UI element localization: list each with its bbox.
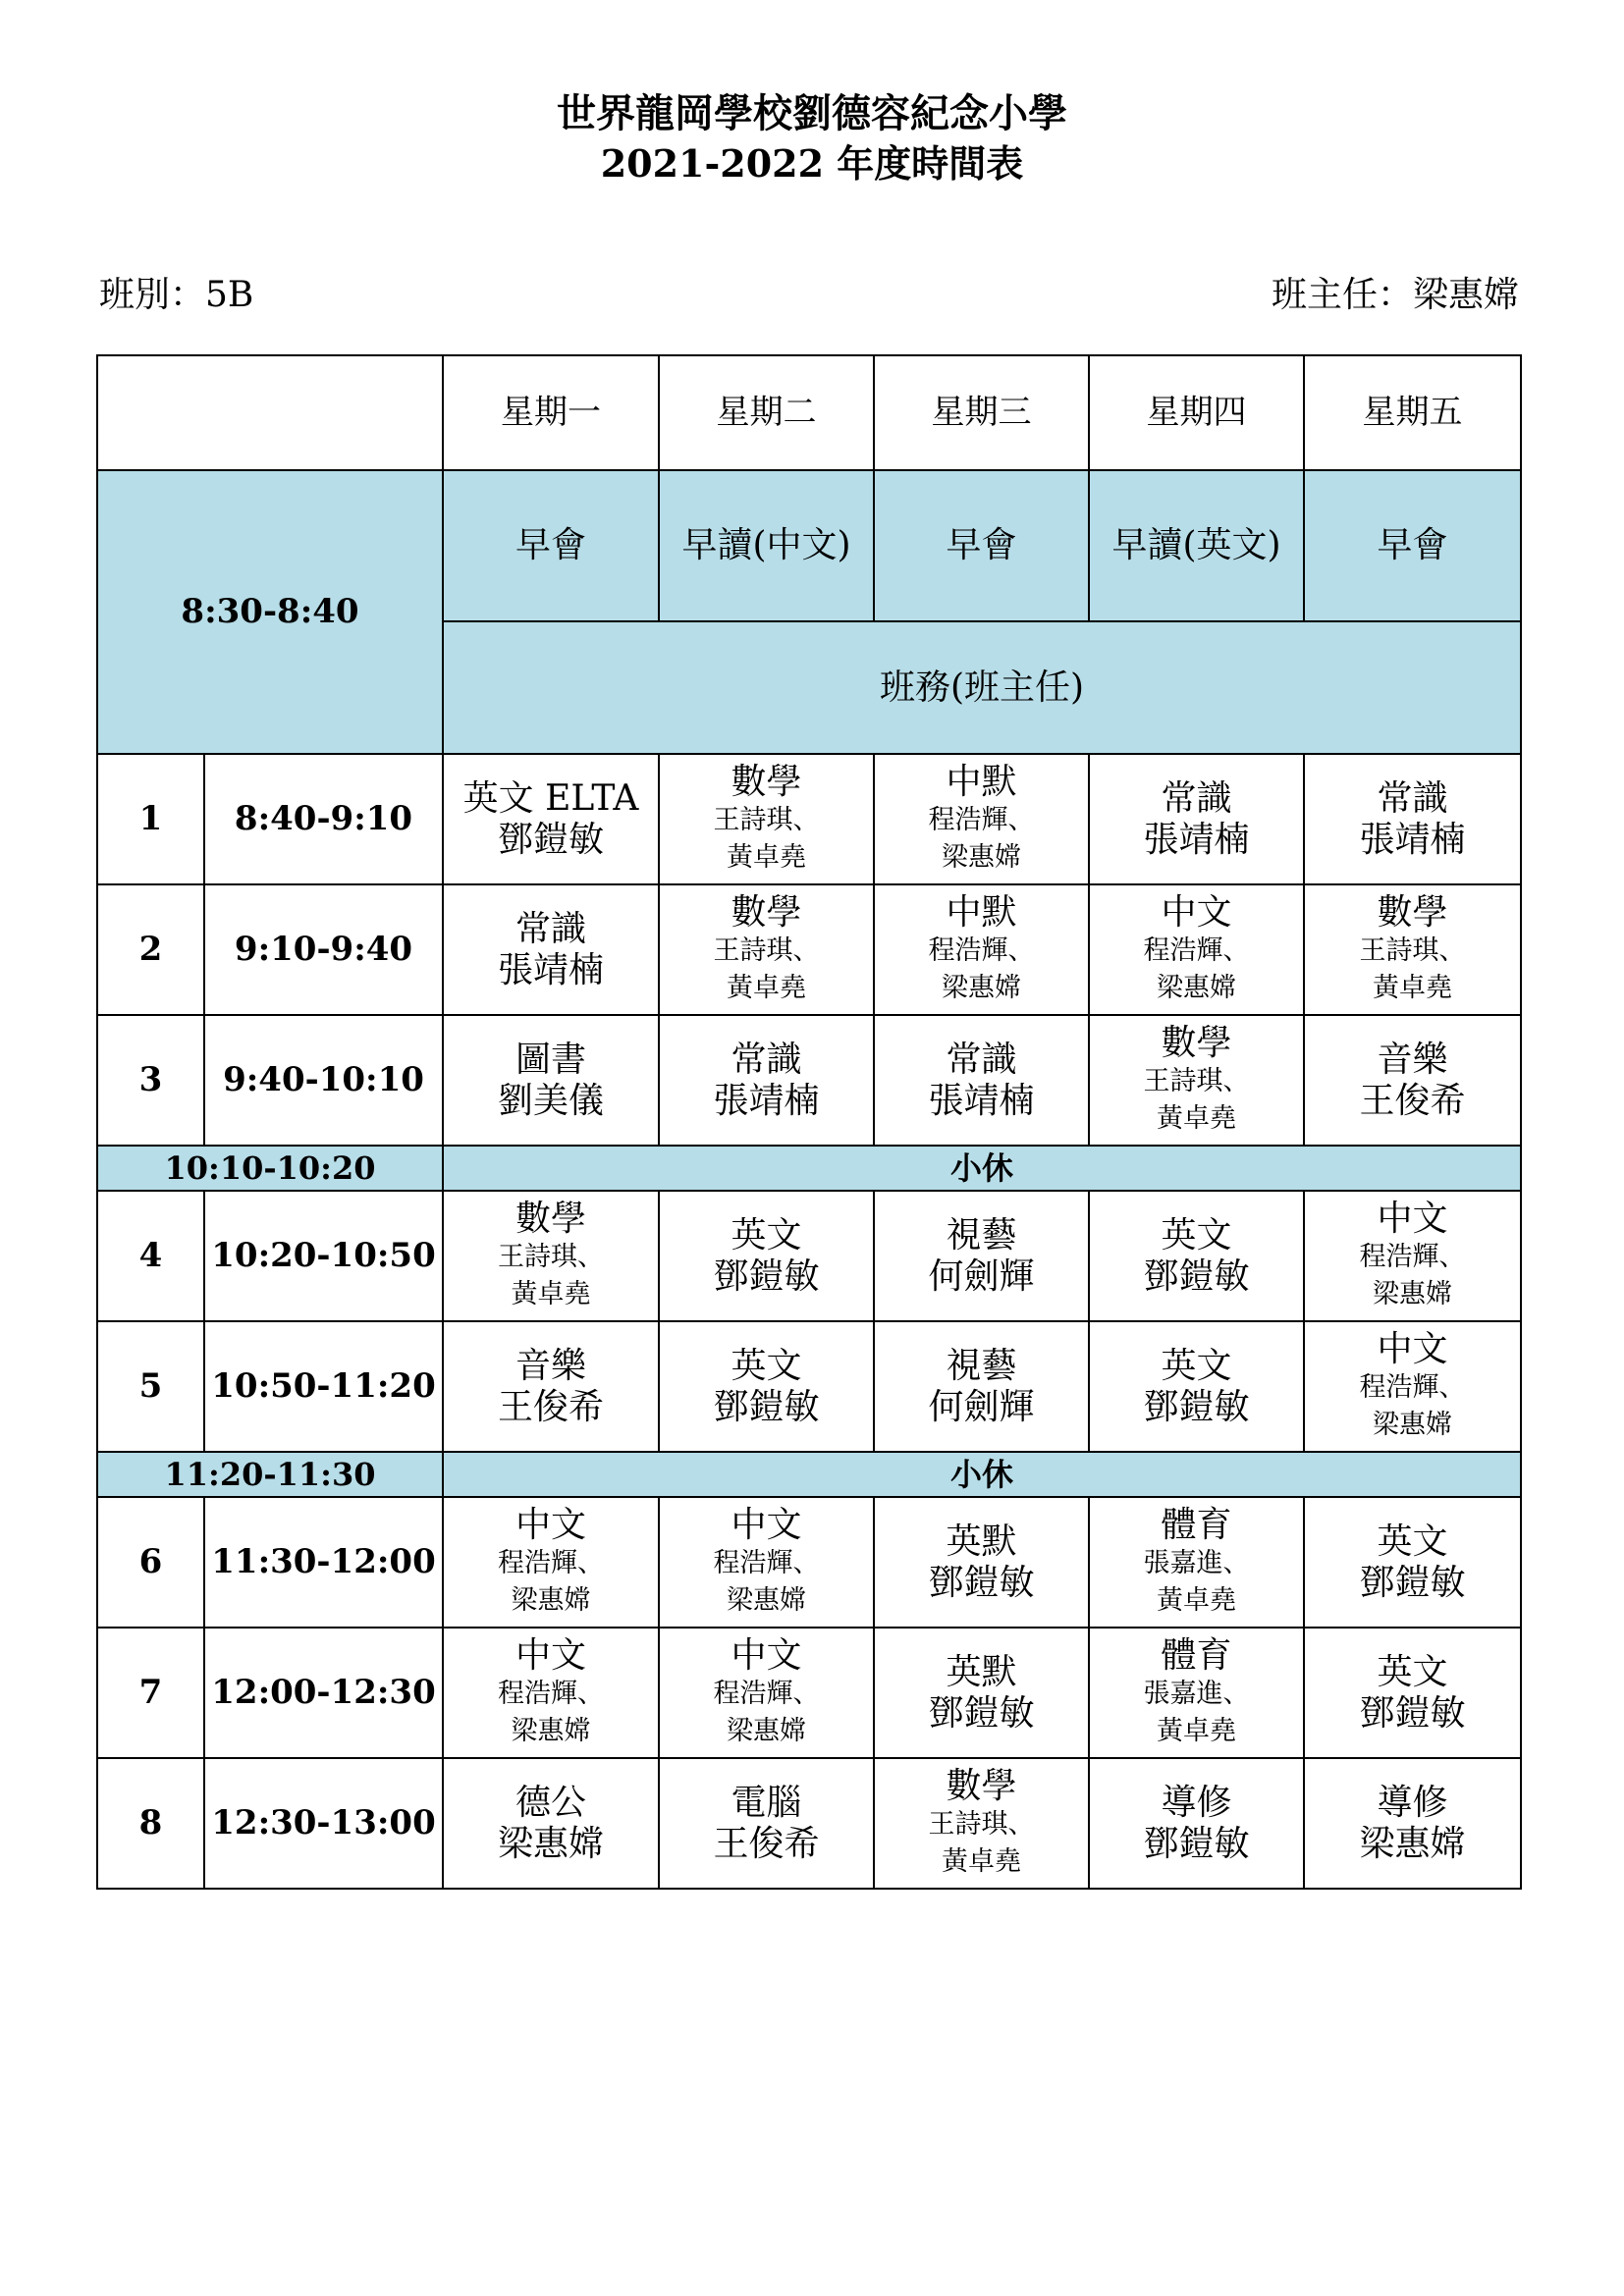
teacher: 黃卓堯 [727, 973, 806, 1004]
subject: 英默 [946, 1652, 1017, 1693]
subject: 中文 [514, 1635, 586, 1676]
period-time: 8:40-9:10 [204, 754, 443, 884]
lesson-cell [874, 1321, 1089, 1452]
header-row [97, 355, 1521, 470]
subject: 中文 [1161, 892, 1232, 933]
teacher: 梁惠嫦 [942, 842, 1021, 874]
period-row [97, 754, 1521, 884]
morning-activity: 早會 [1304, 470, 1521, 621]
break-time: 11:20-11:30 [97, 1452, 443, 1497]
subject: 音樂 [514, 1346, 586, 1387]
period-row [97, 1628, 1521, 1758]
subject: 常識 [731, 1040, 802, 1081]
subject: 體育 [1161, 1505, 1232, 1545]
lesson-cell [874, 1191, 1089, 1321]
subject: 導修 [1161, 1783, 1232, 1824]
lesson-cell [659, 754, 874, 884]
period-time: 10:50-11:20 [204, 1321, 443, 1452]
lesson-cell [1304, 1191, 1521, 1321]
day-header: 星期三 [874, 355, 1089, 470]
teacher: 王詩琪、 [1143, 1066, 1250, 1097]
lesson-cell [1089, 1628, 1304, 1758]
lesson-cell [443, 1015, 659, 1146]
lesson-cell [443, 1191, 659, 1321]
teacher: 張嘉進、 [1143, 1679, 1250, 1710]
period-number: 5 [97, 1321, 204, 1452]
teacher: 程浩輝、 [928, 935, 1035, 967]
teacher: 黃卓堯 [727, 842, 806, 874]
teacher: 梁惠嫦 [511, 1716, 591, 1747]
subject: 數學 [1161, 1023, 1232, 1063]
teacher: 劉美儀 [497, 1080, 604, 1121]
subject: 英文 [1161, 1215, 1232, 1256]
lesson-cell [443, 884, 659, 1015]
subject: 中文 [731, 1505, 802, 1545]
subject: 常識 [1161, 778, 1232, 820]
teacher: 程浩輝、 [928, 805, 1035, 836]
subject: 數學 [1377, 892, 1448, 933]
period-number: 8 [97, 1758, 204, 1889]
lesson-cell [874, 1628, 1089, 1758]
teacher: 何劍輝 [928, 1386, 1035, 1427]
lesson-cell [874, 754, 1089, 884]
subject: 中文 [1377, 1199, 1448, 1239]
teacher: 鄧鎧敏 [1143, 1823, 1250, 1864]
teacher: 張靖楠 [1359, 819, 1466, 860]
lesson-cell [443, 1321, 659, 1452]
teacher: 梁惠嫦 [497, 1823, 604, 1864]
period-number: 1 [97, 754, 204, 884]
teacher: 黃卓堯 [1157, 1585, 1236, 1617]
break-label: 小休 [443, 1146, 1521, 1191]
subject: 英文 [1377, 1652, 1448, 1693]
period-row [97, 1015, 1521, 1146]
day-header: 星期四 [1089, 355, 1304, 470]
lesson-cell [443, 1758, 659, 1889]
teacher: 梁惠嫦 [1373, 1279, 1452, 1310]
subject: 中文 [731, 1635, 802, 1676]
lesson-cell [1089, 1321, 1304, 1452]
lesson-cell [443, 1497, 659, 1628]
period-number: 2 [97, 884, 204, 1015]
teacher: 鄧鎧敏 [928, 1692, 1035, 1734]
teacher: 梁惠嫦 [1359, 1823, 1466, 1864]
break-row [97, 1146, 1521, 1191]
subject: 視藝 [946, 1346, 1017, 1387]
day-header: 星期二 [659, 355, 874, 470]
lesson-cell [659, 1758, 874, 1889]
morning-activity: 早讀(中文) [659, 470, 874, 621]
subject: 英文 [731, 1215, 802, 1256]
teacher: 程浩輝、 [1359, 1242, 1466, 1273]
break-label: 小休 [443, 1452, 1521, 1497]
lesson-cell [659, 1628, 874, 1758]
morning-activity: 早讀(英文) [1089, 470, 1304, 621]
lesson-cell [1089, 1497, 1304, 1628]
teacher: 黃卓堯 [1157, 1103, 1236, 1135]
teacher: 程浩輝、 [1359, 1372, 1466, 1404]
lesson-cell [1089, 754, 1304, 884]
teacher: 梁惠嫦 [511, 1585, 591, 1617]
teacher: 張靖楠 [1143, 819, 1250, 860]
teacher: 王詩琪、 [1359, 935, 1466, 967]
morning-time: 8:30-8:40 [97, 470, 443, 754]
teacher: 鄧鎧敏 [1143, 1255, 1250, 1297]
lesson-cell [659, 1015, 874, 1146]
period-time: 11:30-12:00 [204, 1497, 443, 1628]
teacher: 梁惠嫦 [942, 973, 1021, 1004]
class-label: 班別：5B [99, 275, 254, 315]
teacher: 張靖楠 [928, 1080, 1035, 1121]
subject: 體育 [1161, 1635, 1232, 1676]
subject: 常識 [1377, 778, 1448, 820]
subject: 英文 [731, 1346, 802, 1387]
period-row [97, 1497, 1521, 1628]
lesson-cell [1089, 1758, 1304, 1889]
period-number: 7 [97, 1628, 204, 1758]
break-row [97, 1452, 1521, 1497]
subject: 導修 [1377, 1783, 1448, 1824]
lesson-cell [1304, 1758, 1521, 1889]
subject: 電腦 [731, 1783, 802, 1824]
corner-cell [97, 355, 443, 470]
period-time: 9:40-10:10 [204, 1015, 443, 1146]
lesson-cell [1304, 1015, 1521, 1146]
teacher: 黃卓堯 [511, 1279, 591, 1310]
lesson-cell [1304, 884, 1521, 1015]
teacher: 梁惠嫦 [727, 1585, 806, 1617]
day-header: 星期五 [1304, 355, 1521, 470]
teacher: 程浩輝、 [713, 1548, 820, 1579]
period-time: 10:20-10:50 [204, 1191, 443, 1321]
teacher: 鄧鎧敏 [1143, 1386, 1250, 1427]
class-affairs: 班務(班主任) [443, 621, 1521, 754]
subject: 英文 [1161, 1346, 1232, 1387]
teacher: 程浩輝、 [713, 1679, 820, 1710]
teacher: 王俊希 [1359, 1080, 1466, 1121]
lesson-cell [659, 1191, 874, 1321]
subject: 數學 [946, 1766, 1017, 1806]
period-row [97, 1321, 1521, 1452]
period-number: 6 [97, 1497, 204, 1628]
teacher: 王詩琪、 [713, 935, 820, 967]
teacher: 程浩輝、 [498, 1548, 604, 1579]
subject: 德公 [514, 1783, 586, 1824]
subject: 中默 [946, 762, 1017, 802]
period-time: 9:10-9:40 [204, 884, 443, 1015]
lesson-cell [1089, 1191, 1304, 1321]
lesson-cell [874, 1015, 1089, 1146]
subject: 音樂 [1377, 1040, 1448, 1081]
subject: 數學 [514, 1199, 586, 1239]
lesson-cell [443, 754, 659, 884]
subject: 常識 [946, 1040, 1017, 1081]
teacher: 黃卓堯 [1157, 1716, 1236, 1747]
lesson-cell [443, 1628, 659, 1758]
teacher: 張嘉進、 [1143, 1548, 1250, 1579]
teacher: 王俊希 [497, 1386, 604, 1427]
day-header: 星期一 [443, 355, 659, 470]
timetable [96, 354, 1522, 1890]
period-number: 4 [97, 1191, 204, 1321]
teacher: 梁惠嫦 [727, 1716, 806, 1747]
lesson-cell [659, 1497, 874, 1628]
subject: 中文 [1377, 1329, 1448, 1369]
teacher: 張靖楠 [713, 1080, 820, 1121]
subject: 英文 [1377, 1522, 1448, 1563]
period-row [97, 1191, 1521, 1321]
period-time: 12:00-12:30 [204, 1628, 443, 1758]
subject: 英默 [946, 1522, 1017, 1563]
teacher: 王詩琪、 [713, 805, 820, 836]
teacher: 程浩輝、 [498, 1679, 604, 1710]
subject: 常識 [514, 909, 586, 950]
subject: 數學 [731, 892, 802, 933]
lesson-cell [1304, 1628, 1521, 1758]
break-time: 10:10-10:20 [97, 1146, 443, 1191]
lesson-cell [659, 1321, 874, 1452]
teacher: 何劍輝 [928, 1255, 1035, 1297]
subject: 中默 [946, 892, 1017, 933]
teacher: 鄧鎧敏 [1359, 1692, 1466, 1734]
teacher: 程浩輝、 [1143, 935, 1250, 967]
teacher: 張靖楠 [497, 949, 604, 990]
school-name: 世界龍岡學校劉德容紀念小學 [557, 90, 1067, 136]
teacher: 鄧鎧敏 [713, 1386, 820, 1427]
teacher: 黃卓堯 [942, 1846, 1021, 1878]
morning-activity: 早會 [443, 470, 659, 621]
period-row [97, 884, 1521, 1015]
subject: 中文 [514, 1505, 586, 1545]
period-row [97, 1758, 1521, 1889]
teacher: 鄧鎧敏 [713, 1255, 820, 1297]
lesson-cell [1089, 884, 1304, 1015]
teacher: 黃卓堯 [1373, 973, 1452, 1004]
lesson-cell [1304, 1497, 1521, 1628]
teacher: 王詩琪、 [928, 1809, 1035, 1841]
morning-activity-row [97, 470, 1521, 621]
class-teacher-label: 班主任：梁惠嫦 [1271, 275, 1519, 315]
lesson-cell [874, 1497, 1089, 1628]
lesson-cell [1304, 1321, 1521, 1452]
teacher: 鄧鎧敏 [1359, 1562, 1466, 1603]
lesson-cell [874, 1758, 1089, 1889]
teacher: 梁惠嫦 [1373, 1410, 1452, 1441]
lesson-cell [1089, 1015, 1304, 1146]
teacher: 王俊希 [713, 1823, 820, 1864]
lesson-cell [659, 884, 874, 1015]
subject: 視藝 [946, 1215, 1017, 1256]
teacher: 王詩琪、 [498, 1242, 604, 1273]
subject: 英文 ELTA [462, 778, 639, 820]
timetable-title: 2021-2022 年度時間表 [600, 141, 1024, 186]
teacher: 鄧鎧敏 [497, 819, 604, 860]
lesson-cell [1304, 754, 1521, 884]
period-number: 3 [97, 1015, 204, 1146]
subject: 圖書 [514, 1040, 586, 1081]
period-time: 12:30-13:00 [204, 1758, 443, 1889]
teacher: 梁惠嫦 [1157, 973, 1236, 1004]
subject: 數學 [731, 762, 802, 802]
morning-activity: 早會 [874, 470, 1089, 621]
lesson-cell [874, 884, 1089, 1015]
teacher: 鄧鎧敏 [928, 1562, 1035, 1603]
